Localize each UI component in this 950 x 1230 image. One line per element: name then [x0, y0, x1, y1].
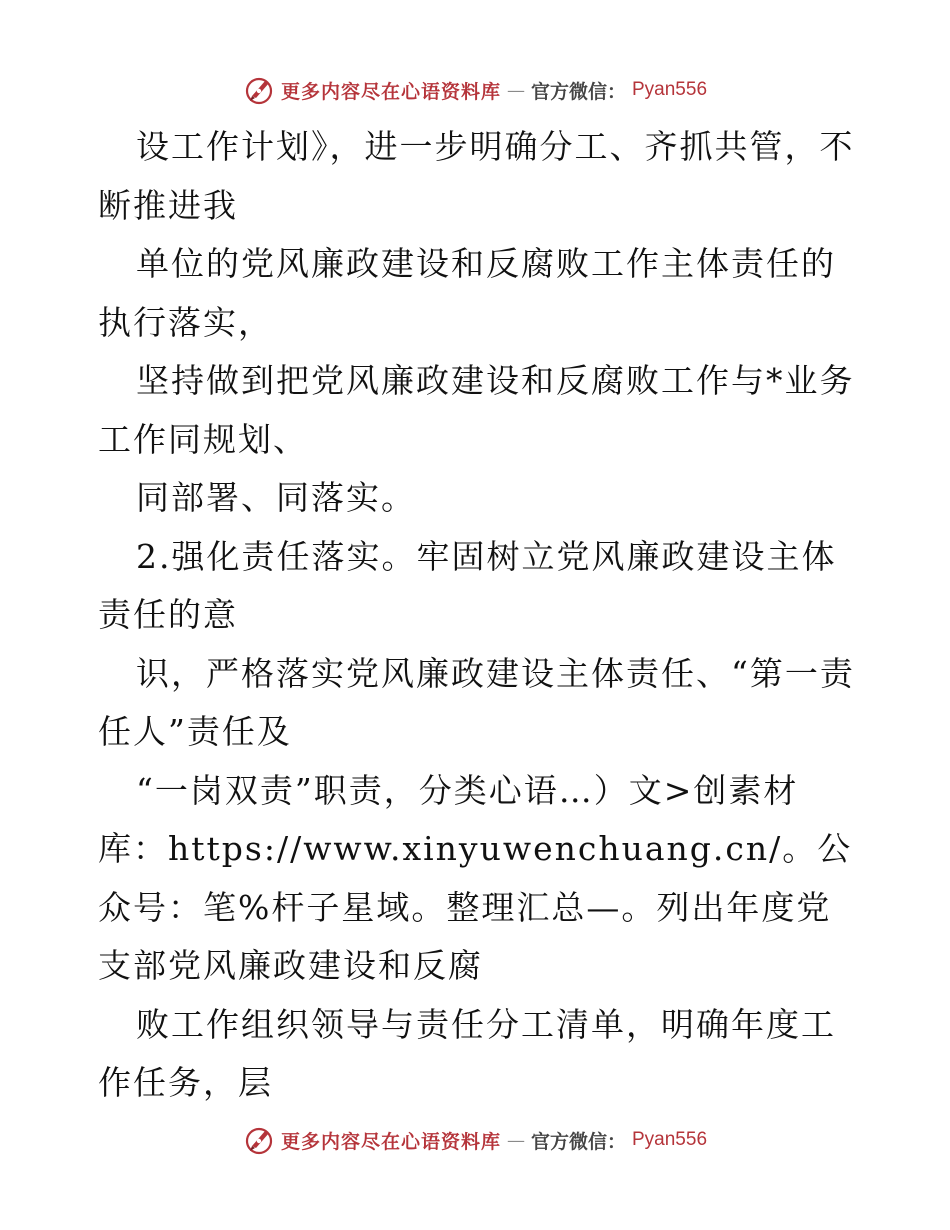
watermark-wechat-id: Pyan556 — [632, 79, 708, 100]
paragraph: 识，严格落实党风廉政建设主体责任、“第一责任人”责任及 — [98, 653, 855, 751]
paragraph: 同部署、同落实。 — [136, 478, 416, 517]
header-watermark — [0, 72, 950, 108]
paragraph-url: 库：https://www.xinyuwenchuang.cn/。公众号：笔%杆子星域。整理汇总—。列出年度党支部党风廉政建设和反腐 — [98, 829, 853, 985]
watermark-wechat-id: Pyan556 — [632, 1129, 708, 1150]
watermark-separator: — — [506, 79, 525, 101]
quill-pen-logo-icon — [243, 74, 275, 106]
watermark-separator: — — [506, 1129, 525, 1151]
paragraph: 设工作计划》，进一步明确分工、齐抓共管，不断推进我 — [98, 127, 855, 225]
document-body — [98, 118, 858, 1113]
footer-watermark — [0, 1122, 950, 1158]
watermark-wechat-label: 官方微信： — [530, 80, 626, 103]
watermark-brand-text: 更多内容尽在心语资料库 — [280, 80, 501, 103]
paragraph: 2.强化责任落实。牢固树立党风廉政建设主体责任的意 — [98, 536, 837, 634]
paragraph: “一岗双责”职责，分类心语…）文>创素材 — [136, 770, 799, 810]
paragraph: 败工作组织领导与责任分工清单，明确年度工作任务，层 — [98, 1004, 836, 1102]
paragraph: 坚持做到把党风廉政建设和反腐败工作与*业务工作同规划、 — [98, 361, 855, 459]
watermark-brand-text: 更多内容尽在心语资料库 — [280, 1130, 501, 1153]
paragraph: 单位的党风廉政建设和反腐败工作主体责任的执行落实， — [98, 244, 836, 342]
watermark-wechat-label: 官方微信： — [530, 1130, 626, 1153]
quill-pen-logo-icon — [243, 1124, 275, 1156]
